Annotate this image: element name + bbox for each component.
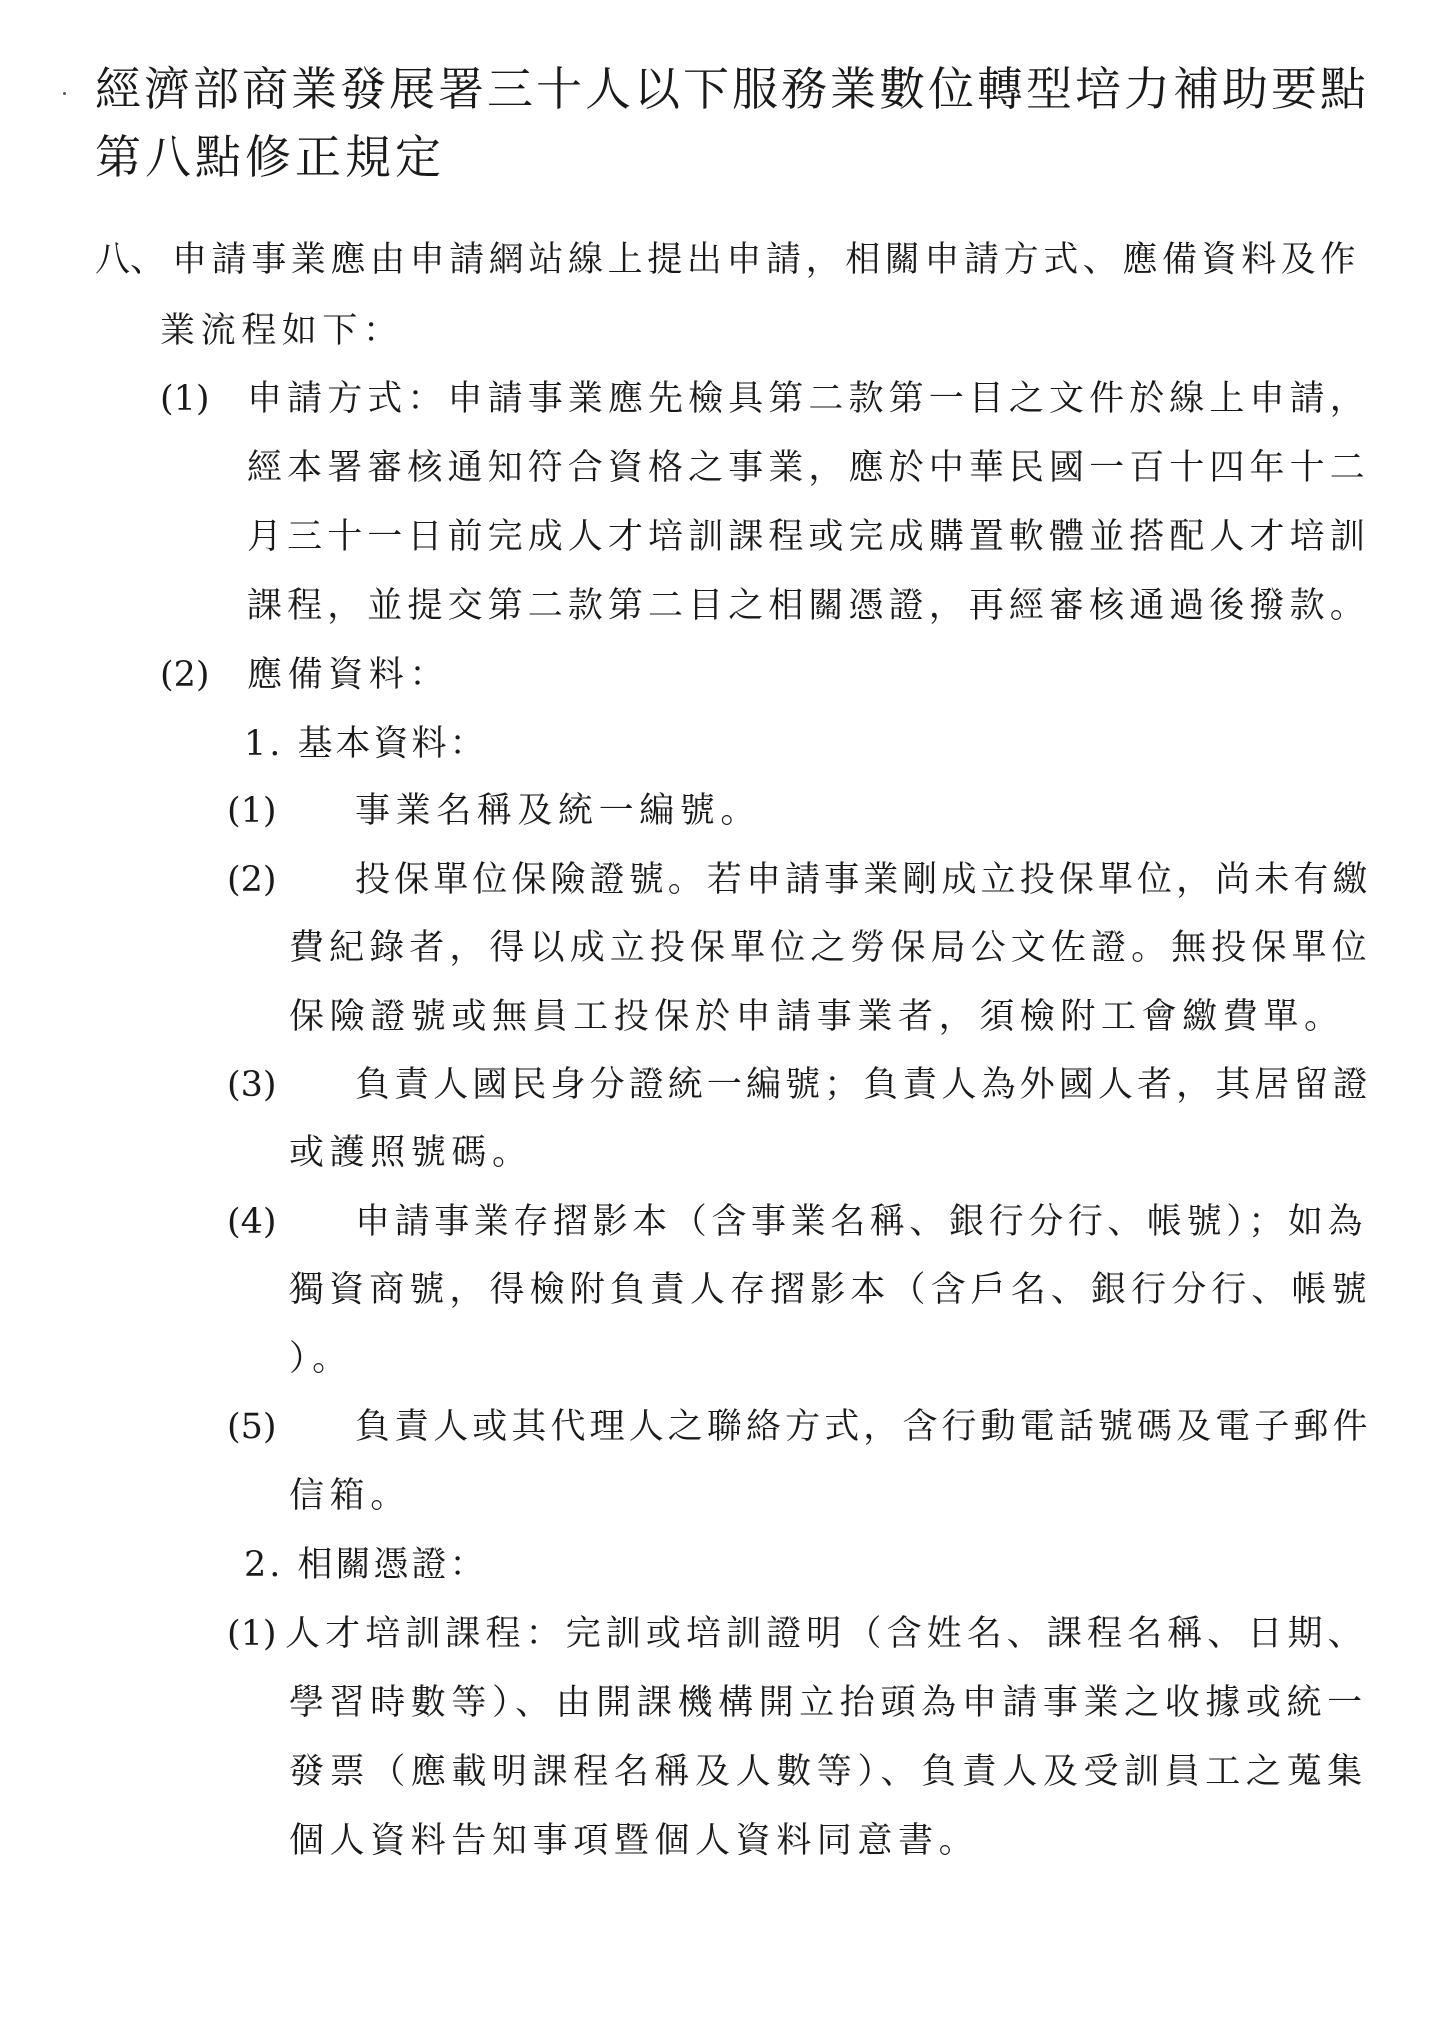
section-1-line: 經本署審核通知符合資格之事業，應於中華民國一百十四年十二: [247, 448, 1370, 488]
article-8-line-1: 申請事業應由申請網站線上提出申請，相關申請方式、應備資料及作: [172, 240, 1361, 280]
article-8-marker: 八、: [95, 240, 166, 280]
basic-item-2-line: 費紀錄者，得以成立投保單位之勞保局公文佐證。無投保單位: [289, 928, 1372, 968]
proof-item-1-line: 學習時數等）、由開課機構開立抬頭為申請事業之收據或統一: [289, 1683, 1368, 1723]
basic-item-2-line: 保險證號或無員工投保於申請事業者，須檢附工會繳費單。: [289, 997, 1345, 1037]
document-title-line-2: 第八點修正規定: [95, 130, 445, 184]
proof-item-1-marker: (1): [227, 1614, 277, 1654]
basic-item-3-marker: (3): [227, 1065, 277, 1105]
basic-item-5-line: 負責人或其代理人之聯絡方式，含行動電話號碼及電子郵件: [355, 1407, 1372, 1447]
basic-item-5-line: 信箱。: [289, 1476, 411, 1516]
article-8-line-2: 業流程如下：: [160, 311, 404, 351]
basic-item-3-line: 負責人國民身分證統一編號；負責人為外國人者，其居留證: [355, 1065, 1372, 1105]
proof-item-1-line: 個人資料告知事項暨個人資料同意書。: [289, 1821, 980, 1861]
basic-item-4-line: ）。: [289, 1339, 353, 1379]
proof-heading: 2. 相關憑證：: [244, 1545, 488, 1585]
basic-item-2-marker: (2): [227, 860, 277, 900]
basic-item-1-line: 事業名稱及統一編號。: [355, 791, 762, 831]
section-2-label: 應備資料：: [247, 655, 451, 695]
basic-item-5-marker: (5): [227, 1407, 277, 1447]
basic-item-4-marker: (4): [227, 1202, 277, 1242]
section-1-line: 月三十一日前完成人才培訓課程或完成購置軟體並搭配人才培訓: [247, 517, 1370, 557]
basic-item-2-line: 投保單位保險證號。若申請事業剛成立投保單位，尚未有繳: [355, 860, 1372, 900]
section-1-line: 申請方式：申請事業應先檢具第二款第一目之文件於線上申請，: [247, 379, 1370, 419]
scan-speck: [63, 92, 66, 95]
basic-data-heading: 1. 基本資料：: [244, 724, 488, 764]
proof-item-1-line: 人才培訓課程：完訓或培訓證明（含姓名、課程名稱、日期、: [285, 1614, 1368, 1654]
basic-item-1-marker: (1): [227, 791, 277, 831]
basic-item-4-line: 獨資商號，得檢附負責人存摺影本（含戶名、銀行分行、帳號: [289, 1270, 1372, 1310]
basic-item-3-line: 或護照號碼。: [289, 1133, 533, 1173]
section-1-marker: (1): [160, 379, 210, 419]
proof-item-1-line: 發票（應載明課程名稱及人數等）、負責人及受訓員工之蒐集: [289, 1752, 1368, 1792]
basic-item-4-line: 申請事業存摺影本（含事業名稱、銀行分行、帳號）；如為: [355, 1202, 1368, 1242]
section-2-marker: (2): [160, 655, 210, 695]
document-title-line-1: 經濟部商業發展署三十人以下服務業數位轉型培力補助要點: [95, 62, 1369, 116]
section-1-line: 課程，並提交第二款第二目之相關憑證，再經審核通過後撥款。: [247, 586, 1370, 626]
